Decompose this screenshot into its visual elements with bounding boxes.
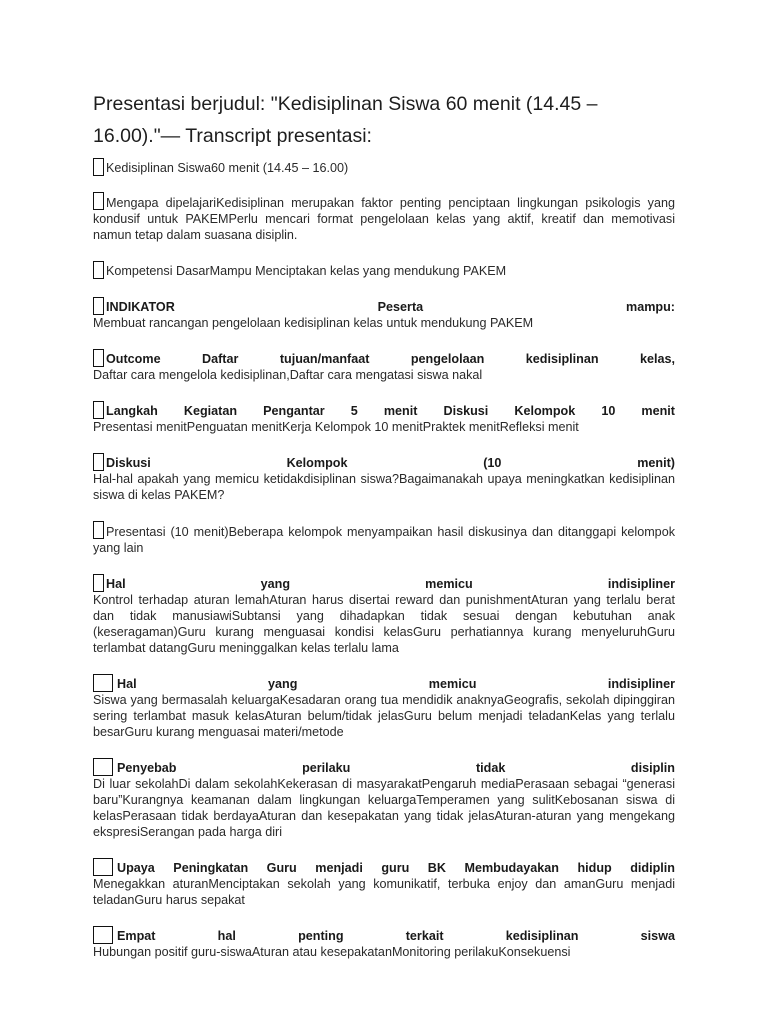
slide-13 <box>93 926 675 960</box>
slide-body: Hal-hal apakah yang memicu ketidakdisiplinan siswa?Bagaimanakah upaya meningkatkan kedisiplinan siswa di kelas PAKEM? <box>93 472 675 502</box>
checkbox-icon <box>93 758 113 776</box>
slide-body: Membuat rancangan pengelolaan kedisiplinan kelas untuk mendukung PAKEM <box>93 316 534 330</box>
checkbox-icon <box>93 858 113 876</box>
slide-heading: Upaya Peningkatan Guru menjadi guru BK Membudayakan hidup didiplin <box>117 861 675 875</box>
slide-body: Kontrol terhadap aturan lemahAturan harus disertai reward dan punishmentAturan yang terlalu berat dan tidak manusiawiSubtansi yang dihadapkan tidak sesuai dengan kebutuhan anak (keseragaman)Guru kurang menguasai kondisi kelasGuru perhatiannya kurang menyeluruhGuru terlambat datangGuru meninggalkan kelas terlalu lama <box>93 593 675 655</box>
slide-heading: INDIKATOR Peserta mampu: <box>106 300 675 314</box>
slide-4 <box>93 297 675 331</box>
checkbox-icon <box>93 297 104 315</box>
document-page <box>93 88 675 978</box>
slide-heading: Mengapa dipelajariKedisiplinan merupakan faktor penting penciptaan lingkungan psikologis yang kondusif untuk PAKEMPerlu mencari format pengelolaan kelas yang aktif, kreatif dan memotivasi namun tetap dalam suasana disiplin. <box>93 196 675 242</box>
checkbox-icon <box>93 453 104 471</box>
slide-heading: Empat hal penting terkait kedisiplinan siswa <box>117 929 675 943</box>
checkbox-icon <box>93 349 104 367</box>
checkbox-icon <box>93 926 113 944</box>
slide-3 <box>93 261 675 279</box>
slide-body: Siswa yang bermasalah keluargaKesadaran orang tua mendidik anaknyaGeografis, sekolah dipinggiran sering terlambat masuk kelasAturan belum/tidak jelasGuru belum menjadi teladanKelas yang terlalu besarGuru kurang menguasai materi/metode <box>93 693 675 739</box>
slide-heading: Langkah Kegiatan Pengantar 5 menit Diskusi Kelompok 10 menit <box>106 404 675 418</box>
slide-8 <box>93 521 675 556</box>
slide-heading: Hal yang memicu indisipliner <box>106 577 675 591</box>
slide-6 <box>93 401 675 435</box>
slide-heading: Kedisiplinan Siswa60 menit (14.45 – 16.00) <box>106 161 349 175</box>
slide-heading: Diskusi Kelompok (10 menit) <box>106 456 675 470</box>
slide-5 <box>93 349 675 383</box>
checkbox-icon <box>93 158 104 176</box>
slide-10 <box>93 674 675 740</box>
slide-heading: Kompetensi DasarMampu Menciptakan kelas yang mendukung PAKEM <box>106 264 507 278</box>
slide-body: Daftar cara mengelola kedisiplinan,Daftar cara mengatasi siswa nakal <box>93 368 483 382</box>
page-title: Presentasi berjudul: "Kedisiplinan Siswa 60 menit (14.45 – 16.00)."— Transcript presentasi: <box>93 93 598 147</box>
checkbox-icon <box>93 192 104 210</box>
slide-1 <box>93 158 675 176</box>
slide-11 <box>93 758 675 840</box>
slide-heading: Presentasi (10 menit)Beberapa kelompok menyampaikan hasil diskusinya dan ditanggapi kelompok yang lain <box>93 525 675 555</box>
checkbox-icon <box>93 574 104 592</box>
checkbox-icon <box>93 401 104 419</box>
slide-heading: Outcome Daftar tujuan/manfaat pengelolaan kedisiplinan kelas, <box>106 352 675 366</box>
slide-2 <box>93 192 675 243</box>
slide-body: Hubungan positif guru-siswaAturan atau kesepakatanMonitoring perilakuKonsekuensi <box>93 945 571 959</box>
slide-body: Menegakkan aturanMenciptakan sekolah yang komunikatif, terbuka enjoy dan amanGuru menjadi teladanGuru harus sepakat <box>93 877 675 907</box>
checkbox-icon <box>93 674 113 692</box>
slide-heading: Penyebab perilaku tidak disiplin <box>117 761 675 775</box>
slide-heading: Hal yang memicu indisipliner <box>117 677 675 691</box>
slide-9 <box>93 574 675 656</box>
slide-body: Di luar sekolahDi dalam sekolahKekerasan di masyarakatPengaruh mediaPerasaan sebagai “generasi baru”Kurangnya keamanan dalam lingkungan keluargaTemperamen yang sulitKebosanan siswa di kelasPerasaan tidak berdayaAturan dan kesepakatan yang tidak jelasAturan-aturan yang mengekang ekspresiSerangan pada harga diri <box>93 777 675 839</box>
checkbox-icon <box>93 521 104 539</box>
slide-7 <box>93 453 675 503</box>
slide-12 <box>93 858 675 908</box>
slide-body: Presentasi menitPenguatan menitKerja Kelompok 10 menitPraktek menitRefleksi menit <box>93 420 579 434</box>
checkbox-icon <box>93 261 104 279</box>
